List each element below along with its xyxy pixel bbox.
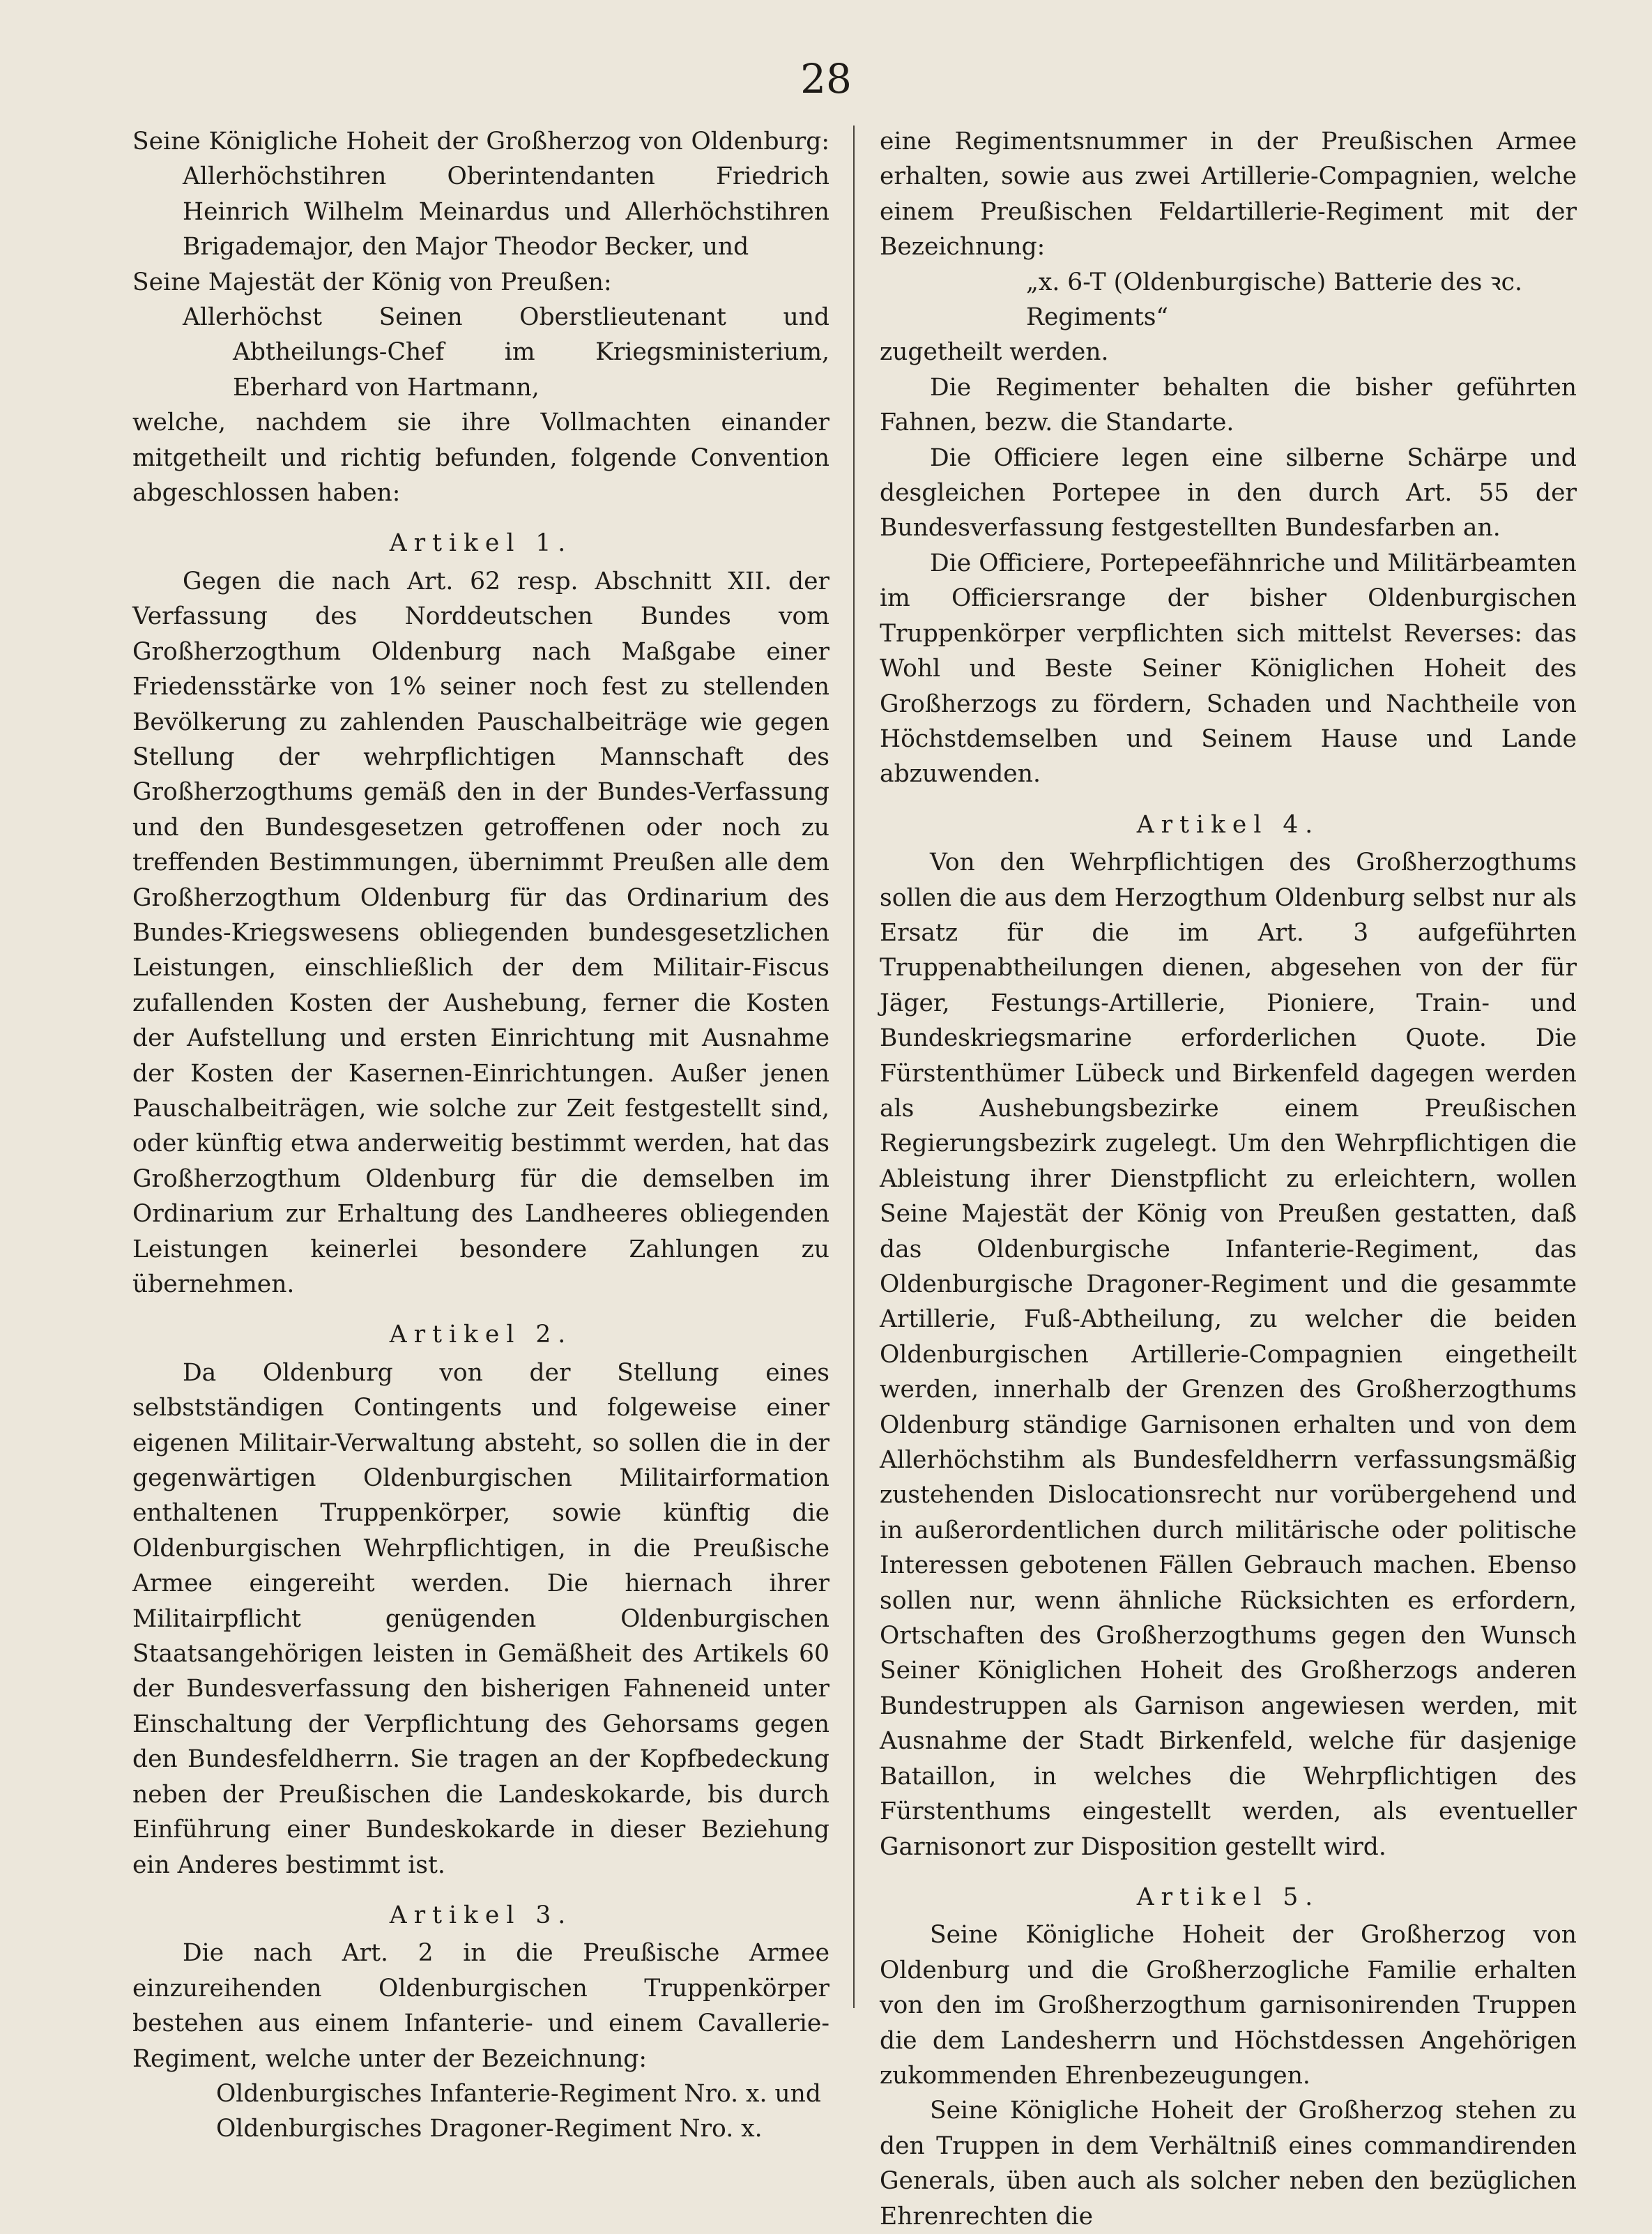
paragraph: Die nach Art. 2 in die Preußische Armee einzureihenden Oldenburgischen Truppenkörper bestehen aus einem Infanterie- und einem Cavallerie-Regiment, welche unter der Bezeichnung: bbox=[132, 1939, 829, 2073]
page-number: 28 bbox=[800, 55, 852, 102]
paragraph: Von den Wehrpflichtigen des Großherzogthums sollen die aus dem Herzogthum Oldenburg selbst nur als Ersatz für die im Art. 3 aufgeführten Truppenabtheilungen dienen, abgesehen von der für Jäger, Festungs-Artillerie, Pioniere, Train- und Bundeskriegsmarine erforderlichen Quote. Die Fürstenthümer Lübeck und Birkenfeld dagegen werden als Aushebungsbezirke einem Preußischen Regierungsbezirk zugelegt. Um den Wehrpflichtigen die Ableistung ihrer Dienstpflicht zu erleichtern, wollen Seine Majestät der König von Preußen gestatten, daß das Oldenburgische Infanterie-Regiment, das Oldenburgische Dragoner-Regiment und die gesammte Artillerie, Fuß-Abtheilung, zu welcher die beiden Oldenburgischen Artillerie-Compagnien eingetheilt werden, innerhalb der Grenzen des Großherzogthums Oldenburg ständige Garnisonen erhalten und von dem Allerhöchstihm als Bundesfeldherrn verfassungsmäßig zustehenden Dislocationsrecht nur vorübergehend und in außerordentlichen durch militärische oder politische Interessen gebotenen Fällen Gebrauch machen. Ebenso sollen nur, wenn ähnliche Rücksichten es erfordern, Ortschaften des Großherzogthums gegen den Wunsch Seiner Königlichen Hoheit des Großherzogs anderen Bundestruppen als Garnison angewiesen werden, mit Ausnahme der Stadt Birkenfeld, welche für dasjenige Bataillon, in welches die Wehrpflichtigen des Fürstenthums eingestellt werden, als eventueller Garnisonort zur Disposition gestellt wird. bbox=[880, 849, 1577, 1861]
paragraph: Seine Königliche Hoheit der Großherzog von Oldenburg und die Großherzogliche Familie erhalten von den im Großherzogthum garnisonirenden Truppen die dem Landesherrn und Höchstdessen Angehörigen zukommenden Ehrenbezeugungen. bbox=[880, 1921, 1577, 2090]
article-heading: Artikel 1. bbox=[389, 529, 573, 558]
paragraph: Da Oldenburg von der Stellung eines selbstständigen Contingents und folgeweise einer eigenen Militair-Verwaltung absteht, so sollen die in der gegenwärtigen Oldenburgischen Militairformation enthaltenen Truppenkörper, sowie künftig die Oldenburgischen Wehrpflichtigen, in die Preußische Armee eingereiht werden. Die hiernach ihrer Militairpflicht genügenden Oldenburgischen Staatsangehörigen leisten in Gemäßheit des Artikels 60 der Bundesverfassung den bisherigen Fahneneid unter Einschaltung der Verpflichtung des Gehorsams gegen den Bundesfeldherrn. Sie tragen an der Kopfbedeckung neben der Preußischen die Landeskokarde, bis durch Einführung einer Bundeskokarde in dieser Beziehung ein Anderes bestimmt ist. bbox=[132, 1358, 829, 1879]
article-heading: Artikel 5. bbox=[1136, 1883, 1320, 1911]
paragraph: Seine Königliche Hoheit der Großherzog von Oldenburg: Allerhöchstihren Oberintendanten Friedrich Heinrich Wilhelm Meinardus und Allerhöchstihren Brigademajor, den Major Theodor Becker, und bbox=[132, 128, 829, 261]
left-column bbox=[132, 124, 829, 2147]
paragraph: Die Officiere, Portepeefähnriche und Militärbeamten im Officiersrange der bisher Oldenburgischen Truppenkörper verpflichten sich mittelst Reverses: das Wohl und Beste Seiner Königlichen Hoheit des Großherzogs zu fördern, Schaden und Nachtheile von Höchstdemselben und Seinem Hause und Lande abzuwenden. bbox=[880, 549, 1577, 789]
article-heading: Artikel 3. bbox=[389, 1901, 573, 1929]
paragraph: welche, nachdem sie ihre Vollmachten einander mitgetheilt und richtig befunden, folgende Convention abgeschlossen haben: bbox=[132, 409, 829, 508]
battery-designation: „x. 6-T (Oldenburgische) Batterie des ꝛc. Regiments“ bbox=[1026, 268, 1522, 332]
paragraph: Gegen die nach Art. 62 resp. Abschnitt XII. der Verfassung des Norddeutschen Bundes vom Großherzogthum Oldenburg nach Maßgabe einer Friedensstärke von 1% seiner noch fest zu stellenden Bevölkerung zu zahlenden Pauschalbeiträge wie gegen Stellung der wehrpflichtigen Mannschaft des Großherzogthums gemäß den in der Bundes-Verfassung und den Bundesgesetzen getroffenen oder noch zu treffenden Bestimmungen, übernimmt Preußen alle dem Großherzogthum Oldenburg für das Ordinarium des Bundes-Kriegswesens obliegenden bundesgesetzlichen Leistungen, einschließlich der dem Militair-Fiscus zufallenden Kosten der Aushebung, ferner die Kosten der Aufstellung und ersten Einrichtung mit Ausnahme der Kosten der Kasernen-Einrichtungen. Außer jenen Pauschalbeiträgen, wie solche zur Zeit festgestellt sind, oder künftig etwa anderweitig bestimmt werden, hat das Großherzogthum Oldenburg für die demselben im Ordinarium zur Erhaltung des Landheeres obliegenden Leistungen keinerlei besondere Zahlungen zu übernehmen. bbox=[132, 567, 829, 1298]
article-heading: Artikel 4. bbox=[1136, 810, 1320, 839]
paragraph: Die Officiere legen eine silberne Schärpe und desgleichen Portepee in den durch Art. 55 der Bundesverfassung festgestellten Bundesfarben an. bbox=[880, 443, 1577, 542]
paragraph: zugetheilt werden. bbox=[880, 338, 1109, 367]
paragraph: Allerhöchst Seinen Oberstlieutenant und Abtheilungs-Chef im Kriegsministerium, Eberhard von Hartmann, bbox=[183, 303, 829, 402]
article-heading: Artikel 2. bbox=[389, 1321, 573, 1349]
column-divider bbox=[853, 126, 855, 2008]
paragraph: Seine Königliche Hoheit der Großherzog stehen zu den Truppen in dem Verhältniß eines commandirenden Generals, üben auch als solcher neben den bezüglichen Ehrenrechten die bbox=[880, 2097, 1577, 2231]
paragraph: Die Regimenter behalten die bisher geführten Fahnen, bezw. die Standarte. bbox=[880, 373, 1577, 437]
paragraph: eine Regimentsnummer in der Preußischen Armee erhalten, sowie aus zwei Artillerie-Compagnien, welche einem Preußischen Feldartillerie-Regiment mit der Bezeichnung: bbox=[880, 128, 1577, 261]
paragraph: Seine Majestät der König von Preußen: bbox=[132, 268, 612, 296]
regiment-designation: Oldenburgisches Dragoner-Regiment Nro. x. bbox=[216, 2115, 763, 2143]
regiment-designation: Oldenburgisches Infanterie-Regiment Nro. x. und bbox=[216, 2079, 821, 2108]
right-column bbox=[880, 124, 1577, 2234]
